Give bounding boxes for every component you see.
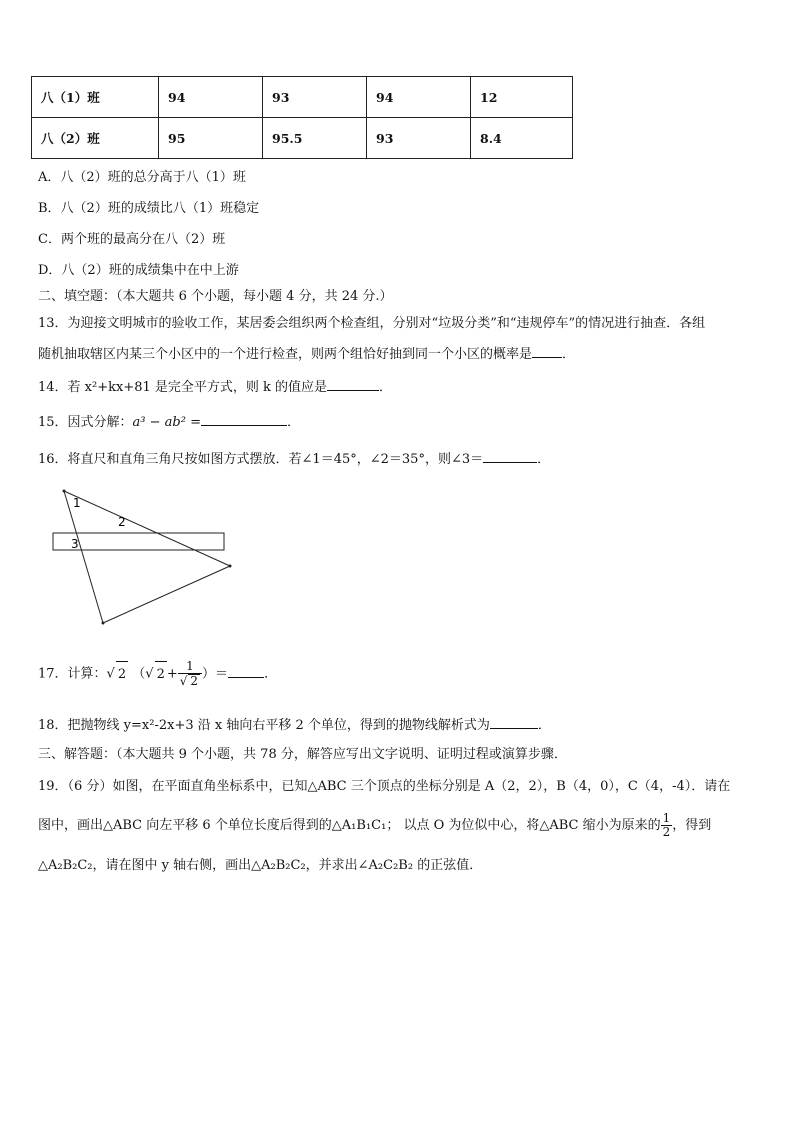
radicand: 2 <box>116 661 128 688</box>
question-15-expression: a³ − ab² = <box>132 415 201 430</box>
question-19-line2 <box>38 812 711 840</box>
question-13-text: 随机抽取辖区内某三个小区中的一个进行检查，则两个组恰好抽到同一个小区的概率是 <box>38 347 533 362</box>
question-13-line2 <box>38 345 575 364</box>
table-cell: 93 <box>367 118 471 159</box>
fraction-one-half <box>661 812 673 839</box>
answer-blank <box>228 665 264 678</box>
table-cell: 12 <box>471 77 573 118</box>
sqrt-icon: √ <box>145 666 154 682</box>
question-17-end: ． <box>264 666 278 682</box>
angle-label-3: 3 <box>71 537 79 551</box>
table-cell: 93 <box>263 77 367 118</box>
table-row <box>32 77 573 118</box>
question-14-end: ． <box>379 380 393 395</box>
fraction-numerator: 1 <box>662 811 671 825</box>
section-heading-fill-in: 二、填空题：（本大题共 6 个小题，每小题 4 分，共 24 分.） <box>38 289 393 304</box>
question-16-end: ． <box>537 452 551 467</box>
triangle-side-bottom <box>103 566 230 623</box>
table-cell: 8.4 <box>471 118 573 159</box>
question-17-text: 17．计算： <box>38 666 107 682</box>
question-18-end: ． <box>537 718 551 733</box>
question-15-text: 15．因式分解： <box>38 415 133 430</box>
ruler-triangle-figure <box>46 484 246 629</box>
score-table <box>31 76 573 159</box>
table-cell: 95 <box>159 118 263 159</box>
answer-blank <box>201 413 287 426</box>
option-a: A．八（2）班的总分高于八（1）班 <box>38 170 246 185</box>
vertex-dot <box>102 622 105 625</box>
table-cell: 94 <box>367 77 471 118</box>
table-cell: 94 <box>159 77 263 118</box>
answer-blank <box>483 450 537 463</box>
question-14 <box>38 378 392 397</box>
radicand: 2 <box>190 674 199 688</box>
vertex-dot <box>229 565 232 568</box>
table-cell: 八（1）班 <box>32 77 159 118</box>
answer-blank <box>490 716 538 729</box>
question-18 <box>38 716 551 735</box>
question-15-end: ． <box>286 415 300 430</box>
radicand: 2 <box>155 661 167 688</box>
triangle-side-left <box>64 491 103 623</box>
table-cell: 八（2）班 <box>32 118 159 159</box>
question-15 <box>38 413 300 432</box>
answer-blank <box>532 345 562 358</box>
table-cell: 95.5 <box>263 118 367 159</box>
answer-blank <box>327 378 379 391</box>
question-17: 17．计算：√ 2 （√ 2 + $\frac{1}{√ 2}$ ）＝ ． <box>38 659 278 688</box>
fraction-denominator: 2 <box>662 825 671 839</box>
question-14-text: 14．若 x²+kx+81 是完全平方式，则 k 的值应是 <box>38 380 328 395</box>
question-16 <box>38 450 550 469</box>
question-13-line1: 13．为迎接文明城市的验收工作，某居委会组织两个检查组，分别对“垃圾分类”和“违规停车”的情况进行抽查．各组 <box>38 316 706 331</box>
question-19-line3: △A₂B₂C₂，请在图中 y 轴右侧，画出△A₂B₂C₂，并求出∠A₂C₂B₂ 的正弦值． <box>38 858 483 873</box>
sqrt-icon: √ <box>179 674 188 688</box>
question-18-text: 18．把抛物线 y=x²-2x+3 沿 x 轴向右平移 2 个单位，得到的抛物线解析式为 <box>38 718 490 733</box>
option-b: B．八（2）班的成绩比八（1）班稳定 <box>38 201 260 216</box>
sqrt-icon: √ <box>106 666 115 682</box>
question-19-text: 图中，画出△ABC 向左平移 6 个单位长度后得到的△A₁B₁C₁； 以点 O 为位似中心，将△ABC 缩小为原来的 <box>38 818 661 833</box>
question-13-end: ． <box>562 347 576 362</box>
triangle-side-hypotenuse <box>64 491 230 566</box>
question-19-text-end: ，得到 <box>672 818 712 833</box>
question-16-text: 16．将直尺和直角三角尺按如图方式摆放．若∠1＝45°，∠2＝35°，则∠3＝ <box>38 452 484 467</box>
option-c: C．两个班的最高分在八（2）班 <box>38 232 226 247</box>
table-row <box>32 118 573 159</box>
angle-label-1: 1 <box>73 496 81 510</box>
question-17-close: ）＝ <box>202 666 229 682</box>
fraction <box>178 660 202 688</box>
angle-label-2: 2 <box>118 515 126 529</box>
section-heading-solve: 三、解答题：（本大题共 9 个小题，共 78 分，解答应写出文字说明、证明过程或演算步骤． <box>38 747 567 762</box>
question-19-line1: 19．（6 分）如图，在平面直角坐标系中，已知△ABC 三个顶点的坐标分别是 A（2，2），B（4，0），C（4，-4）．请在 <box>38 779 731 794</box>
fraction-denominator <box>178 674 202 688</box>
option-d: D．八（2）班的成绩集中在中上游 <box>38 263 239 278</box>
fraction-numerator: 1 <box>178 660 202 674</box>
vertex-dot <box>63 490 66 493</box>
